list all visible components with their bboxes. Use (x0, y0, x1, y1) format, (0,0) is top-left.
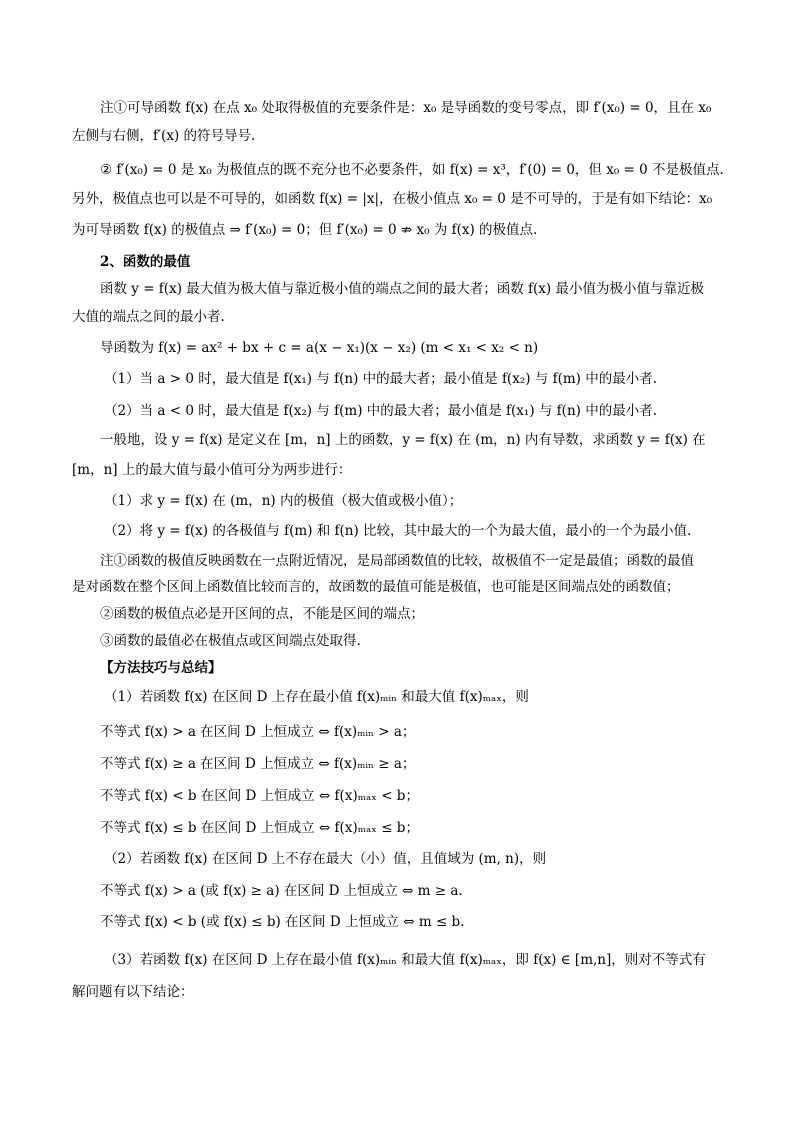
note-2-line-3: 为可导函数 f(x) 的极值点 ⇒ f′(x₀) = 0；但 f′(x₀) = 0 ⇏ x₀ 为 f(x) 的极值点. (72, 222, 538, 238)
inequality-line: 不等式 f(x) ≤ b 在区间 D 上恒成立 ⇔ f(x)ₘₐₓ ≤ b； (100, 820, 419, 836)
note-1-line-2: 左侧与右侧，f′(x) 的符号导号. (72, 128, 256, 144)
paragraph-line: 函数 y = f(x) 最大值为极大值与靠近极小值的端点之间的最大者；函数 f(x) 最小值为极小值与靠近极 (100, 281, 704, 297)
inequality-line: 不等式 f(x) > a (或 f(x) ≥ a) 在区间 D 上恒成立 ⇔ m ≥ a. (100, 883, 463, 899)
step-2-line: （2）将 y = f(x) 的各极值与 f(m) 和 f(n) 比较，其中最大的一个为最大值，最小的一个为最小值. (104, 523, 692, 539)
paragraph-line: 一般地，设 y = f(x) 是定义在 [m，n] 上的函数，y = f(x) 在 (m，n) 内有导数，求函数 y = f(x) 在 (100, 432, 706, 448)
inequality-line: 不等式 f(x) ≥ a 在区间 D 上恒成立 ⇔ f(x)ₘᵢₙ ≥ a； (100, 756, 416, 772)
section-heading-extrema: 2、函数的最值 (100, 254, 191, 270)
inequality-line: 不等式 f(x) > a 在区间 D 上恒成立 ⇔ f(x)ₘᵢₙ > a； (100, 724, 416, 740)
note-line: ③函数的最值必在极值点或区间端点处取得. (100, 633, 361, 649)
case-1-line: （1）当 a > 0 时，最大值是 f(x₁) 与 f(n) 中的最大者；最小值是 f(x₂) 与 f(m) 中的最小者. (104, 371, 657, 387)
method-3-line-2: 解问题有以下结论： (72, 984, 194, 1000)
note-line: ②函数的极值点必是开区间的点，不能是区间的端点； (100, 606, 424, 622)
paragraph-line: [m，n] 上的最大值与最小值可分为两步进行： (72, 462, 352, 478)
method-2-line: （2）若函数 f(x) 在区间 D 上不存在最大（小）值，且值域为 (m, n)，则 (104, 851, 547, 867)
note-2-line-2: 另外，极值点也可以是不可导的，如函数 f(x) = |x|，在极小值点 x₀ = 0 是不可导的，于是有如下结论：x₀ (72, 191, 713, 207)
inequality-line: 不等式 f(x) < b (或 f(x) ≤ b) 在区间 D 上恒成立 ⇔ m ≤ b. (100, 914, 465, 930)
method-1-line: （1）若函数 f(x) 在区间 D 上存在最小值 f(x)ₘᵢₙ 和最大值 f(x)ₘₐₓ，则 (104, 689, 529, 705)
note-line: 注①函数的极值反映函数在一点附近情况，是局部函数值的比较，故极值不一定是最值；函数的最值 (100, 553, 694, 569)
inequality-line: 不等式 f(x) < b 在区间 D 上恒成立 ⇔ f(x)ₘₐₓ < b； (100, 788, 419, 804)
paragraph-line: 大值的端点之间的最小者. (72, 309, 225, 325)
step-1-line: （1）求 y = f(x) 在 (m，n) 内的极值（极大值或极小值）； (104, 493, 463, 509)
note-2-line-1: ② f′(x₀) = 0 是 x₀ 为极值点的既不充分也不必要条件，如 f(x) = x³，f′(0) = 0，但 x₀ = 0 不是极值点. (100, 162, 724, 178)
section-heading-methods: 【方法技巧与总结】 (100, 660, 222, 676)
case-2-line: （2）当 a < 0 时，最大值是 f(x₂) 与 f(m) 中的最大者；最小值是 f(x₁) 与 f(n) 中的最小者. (104, 403, 657, 419)
method-3-line: （3）若函数 f(x) 在区间 D 上存在最小值 f(x)ₘᵢₙ 和最大值 f(x)ₘₐₓ，即 f(x) ∈ [m,n]，则对不等式有 (104, 952, 706, 968)
note-1-line-1: 注①可导函数 f(x) 在点 x₀ 处取得极值的充要条件是：x₀ 是导函数的变号零点，即 f′(x₀) = 0，且在 x₀ (100, 100, 712, 116)
note-line: 是对函数在整个区间上函数值比较而言的，故函数的最值可能是极值，也可能是区间端点处的函数值； (72, 579, 680, 595)
derivative-formula-line: 导函数为 f(x) = ax² + bx + c = a(x − x₁)(x − x₂) (m < x₁ < x₂ < n) (100, 340, 539, 356)
